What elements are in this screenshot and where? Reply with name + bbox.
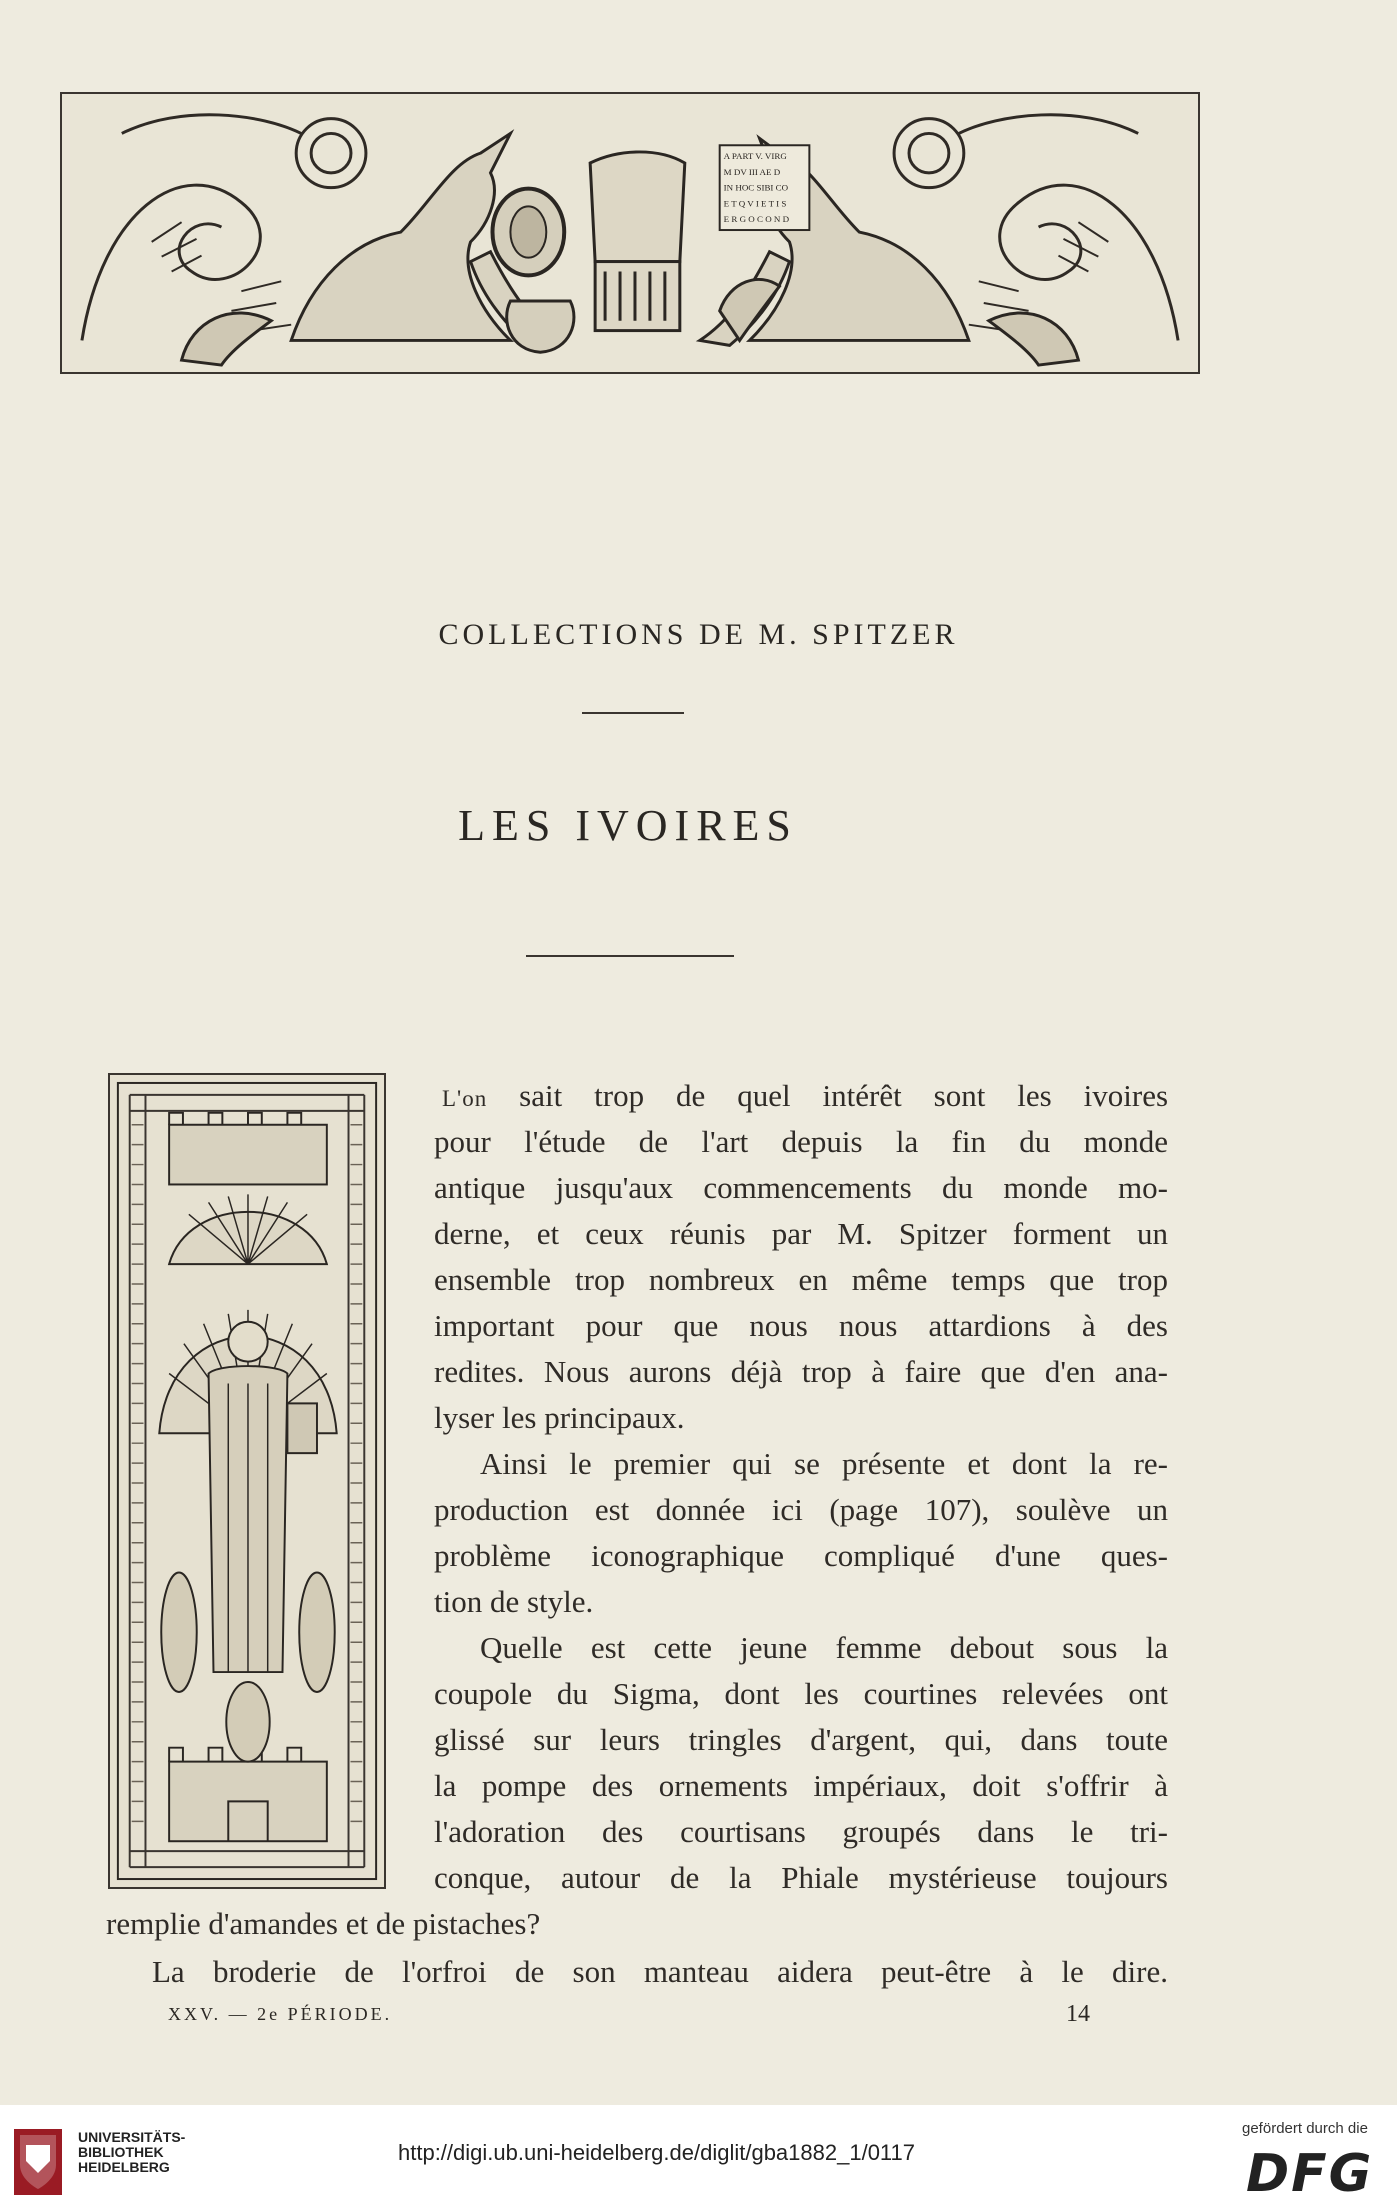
text-line-20: La broderie de l'orfroi de son manteau aidera peut-être à le dire. (152, 1954, 1168, 1989)
text-line-14: coupole du Sigma, dont les courtines relevées ont (434, 1676, 1168, 1711)
page-number: 14 (1066, 2001, 1090, 2027)
frieze-plaque-line-5: E R G O C O N D (723, 214, 790, 225)
text-line-3: antique jusqu'aux commencements du monde mo- (434, 1170, 1168, 1205)
frieze-plaque-line-3: IN HOC SIBI CO (723, 182, 789, 193)
text-line-16: la pompe des ornements impériaux, doit s'offrir à (434, 1768, 1168, 1803)
section-title: LES IVOIRES (458, 801, 798, 850)
text-line-17: l'adoration des courtisans groupés dans le tri- (434, 1814, 1168, 1849)
institution-line-2: BIBLIOTHEK (78, 2144, 164, 2160)
text-line-11: problème iconographique compliqué d'une ques- (434, 1538, 1168, 1573)
frieze-plaque-line-1: A PART V. VIRG (723, 151, 787, 162)
university-seal-icon (10, 2125, 70, 2207)
section-rule (526, 955, 734, 957)
permalink-url[interactable]: http://digi.ub.uni-heidelberg.de/diglit/gba1882_1/0117 (398, 2140, 915, 2165)
text-line-5: ensemble trop nombreux en même temps que trop (434, 1262, 1168, 1297)
institution-line-3: HEIDELBERG (78, 2159, 170, 2175)
frieze-plaque-line-4: E T Q V I E T I S (723, 198, 787, 209)
text-line-4: derne, et ceux réunis par M. Spitzer forment un (434, 1216, 1168, 1251)
text-line-10: production est donnée ici (page 107), soulève un (434, 1492, 1168, 1527)
text-line-18: conque, autour de la Phiale mystérieuse toujours (434, 1860, 1168, 1895)
dropcap-word: L'on (442, 1086, 488, 1111)
institution-line-1: UNIVERSITÄTS- (78, 2129, 186, 2145)
text-line-19: remplie d'amandes et de pistaches? (106, 1906, 541, 1941)
frieze-plaque-line-2: M DV III AE D (723, 166, 781, 177)
text-line-13: Quelle est cette jeune femme debout sous la (480, 1630, 1168, 1665)
text-line-6: important pour que nous nous attardions à des (434, 1308, 1168, 1343)
title-rule (582, 712, 684, 714)
text-line-9: Ainsi le premier qui se présente et dont la re- (480, 1446, 1168, 1481)
ivory-plate-illustration (108, 1073, 386, 1889)
text-line-8: lyser les principaux. (434, 1400, 685, 1435)
frieze-drawing (62, 94, 1198, 372)
engraved-frieze-illustration (60, 92, 1200, 374)
signature-text: XXV. — 2e PÉRIODE. (168, 2004, 393, 2024)
dfg-logo: DFG (1246, 2144, 1374, 2204)
page-title: COLLECTIONS DE M. SPITZER (438, 618, 959, 651)
text-line-7: redites. Nous aurons déjà trop à faire que d'en ana- (434, 1354, 1168, 1389)
ivory-plate-drawing (110, 1075, 384, 1887)
text-line-15: glissé sur leurs tringles d'argent, qui, dans toute (434, 1722, 1168, 1757)
text-line-1-content: sait trop de quel intérêt sont les ivoires (519, 1078, 1169, 1113)
text-line-12: tion de style. (434, 1584, 594, 1619)
signature-mark (168, 2004, 392, 2025)
text-line-1 (442, 1073, 1168, 1119)
text-line-2: pour l'étude de l'art depuis la fin du monde (434, 1124, 1168, 1159)
institution-name (78, 2130, 185, 2175)
funding-label: gefördert durch die (1242, 2120, 1368, 2137)
